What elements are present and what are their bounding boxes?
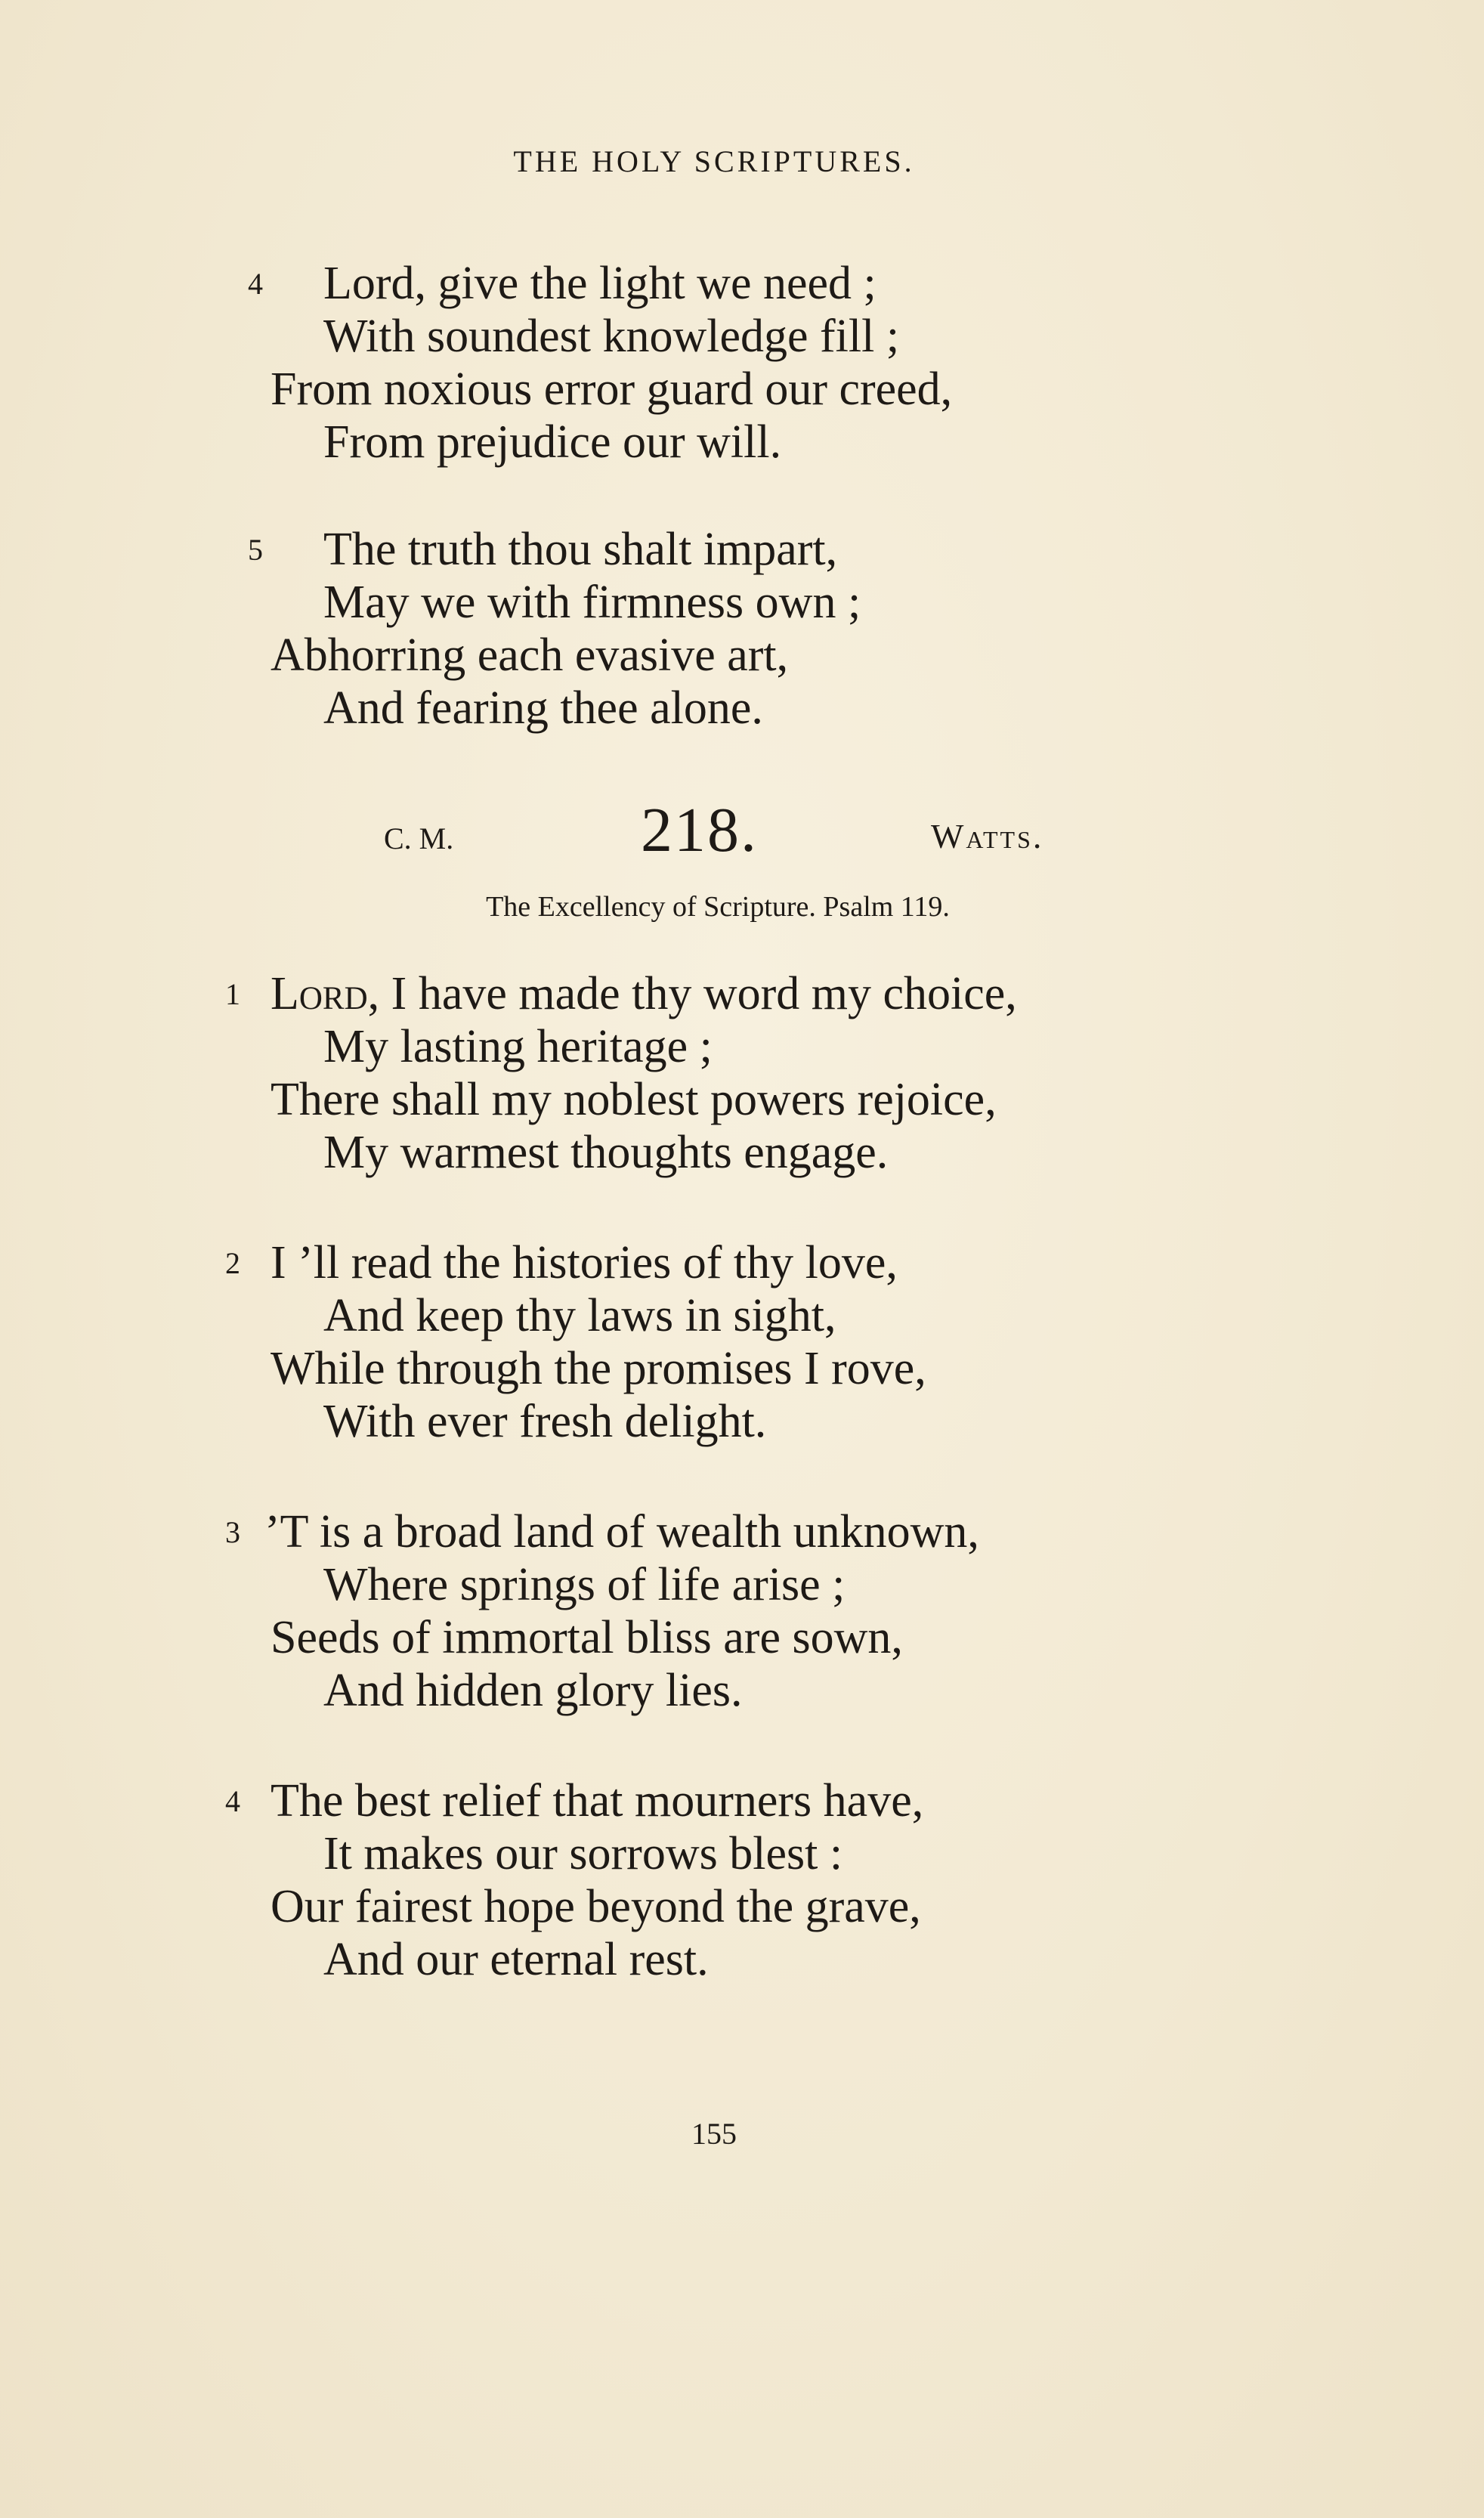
verse-line: From noxious error guard our creed, — [271, 363, 953, 415]
hymn-header — [0, 793, 1484, 877]
verse-line: The best relief that mourners have, — [271, 1775, 924, 1827]
verse-line: The truth thou shalt impart, — [323, 524, 838, 575]
verse-line: My warmest thoughts engage. — [323, 1127, 889, 1178]
first-word-small-caps: Lord, — [271, 968, 380, 1019]
verse-line-rest: I have made thy word my choice, — [379, 968, 1017, 1019]
verse-line: With ever fresh delight. — [323, 1396, 767, 1447]
stanza-number: 1 — [225, 977, 240, 1011]
verse-line: My lasting heritage ; — [323, 1021, 713, 1072]
hymn-number: 218. — [641, 795, 758, 865]
verse-line: Our fairest hope beyond the grave, — [271, 1881, 921, 1932]
verse-line: Lord, give the light we need ; — [323, 258, 876, 309]
stanza-number: 4 — [225, 1784, 240, 1818]
verse-line: And hidden glory lies. — [323, 1665, 743, 1716]
verse-line: From prejudice our will. — [323, 416, 782, 468]
verse-line: There shall my noblest powers rejoice, — [271, 1074, 997, 1125]
stanza-number: 2 — [225, 1246, 240, 1280]
running-head: THE HOLY SCRIPTURES. — [513, 144, 915, 178]
page-number: 155 — [691, 2117, 737, 2151]
hymn-meter: C. M. — [384, 821, 454, 855]
verse-line: Abhorring each evasive art, — [271, 630, 789, 681]
verse-line: And our eternal rest. — [323, 1934, 709, 1985]
verse-line: ’T is a broad land of wealth unknown, — [264, 1506, 979, 1558]
verse-line: It makes our sorrows blest : — [323, 1828, 843, 1879]
verse-line: I ’ll read the histories of thy love, — [271, 1237, 898, 1288]
verse-line: Seeds of immortal bliss are sown, — [271, 1612, 903, 1663]
verse-line — [271, 967, 1017, 1020]
verse-line: While through the promises I rove, — [271, 1343, 926, 1394]
verse-line: With soundest knowledge fill ; — [323, 311, 900, 362]
stanza-number: 4 — [248, 267, 263, 301]
stanza-number: 3 — [225, 1515, 240, 1549]
verse-line: And keep thy laws in sight, — [323, 1290, 836, 1341]
verse-line: And fearing thee alone. — [323, 682, 763, 734]
verse-line: May we with firmness own ; — [323, 577, 861, 628]
verse-line: Where springs of life arise ; — [323, 1559, 846, 1610]
hymn-author: Watts. — [931, 817, 1044, 855]
hymn-subtitle: The Excellency of Scripture. Psalm 119. — [486, 891, 950, 923]
stanza-number: 5 — [248, 533, 263, 567]
